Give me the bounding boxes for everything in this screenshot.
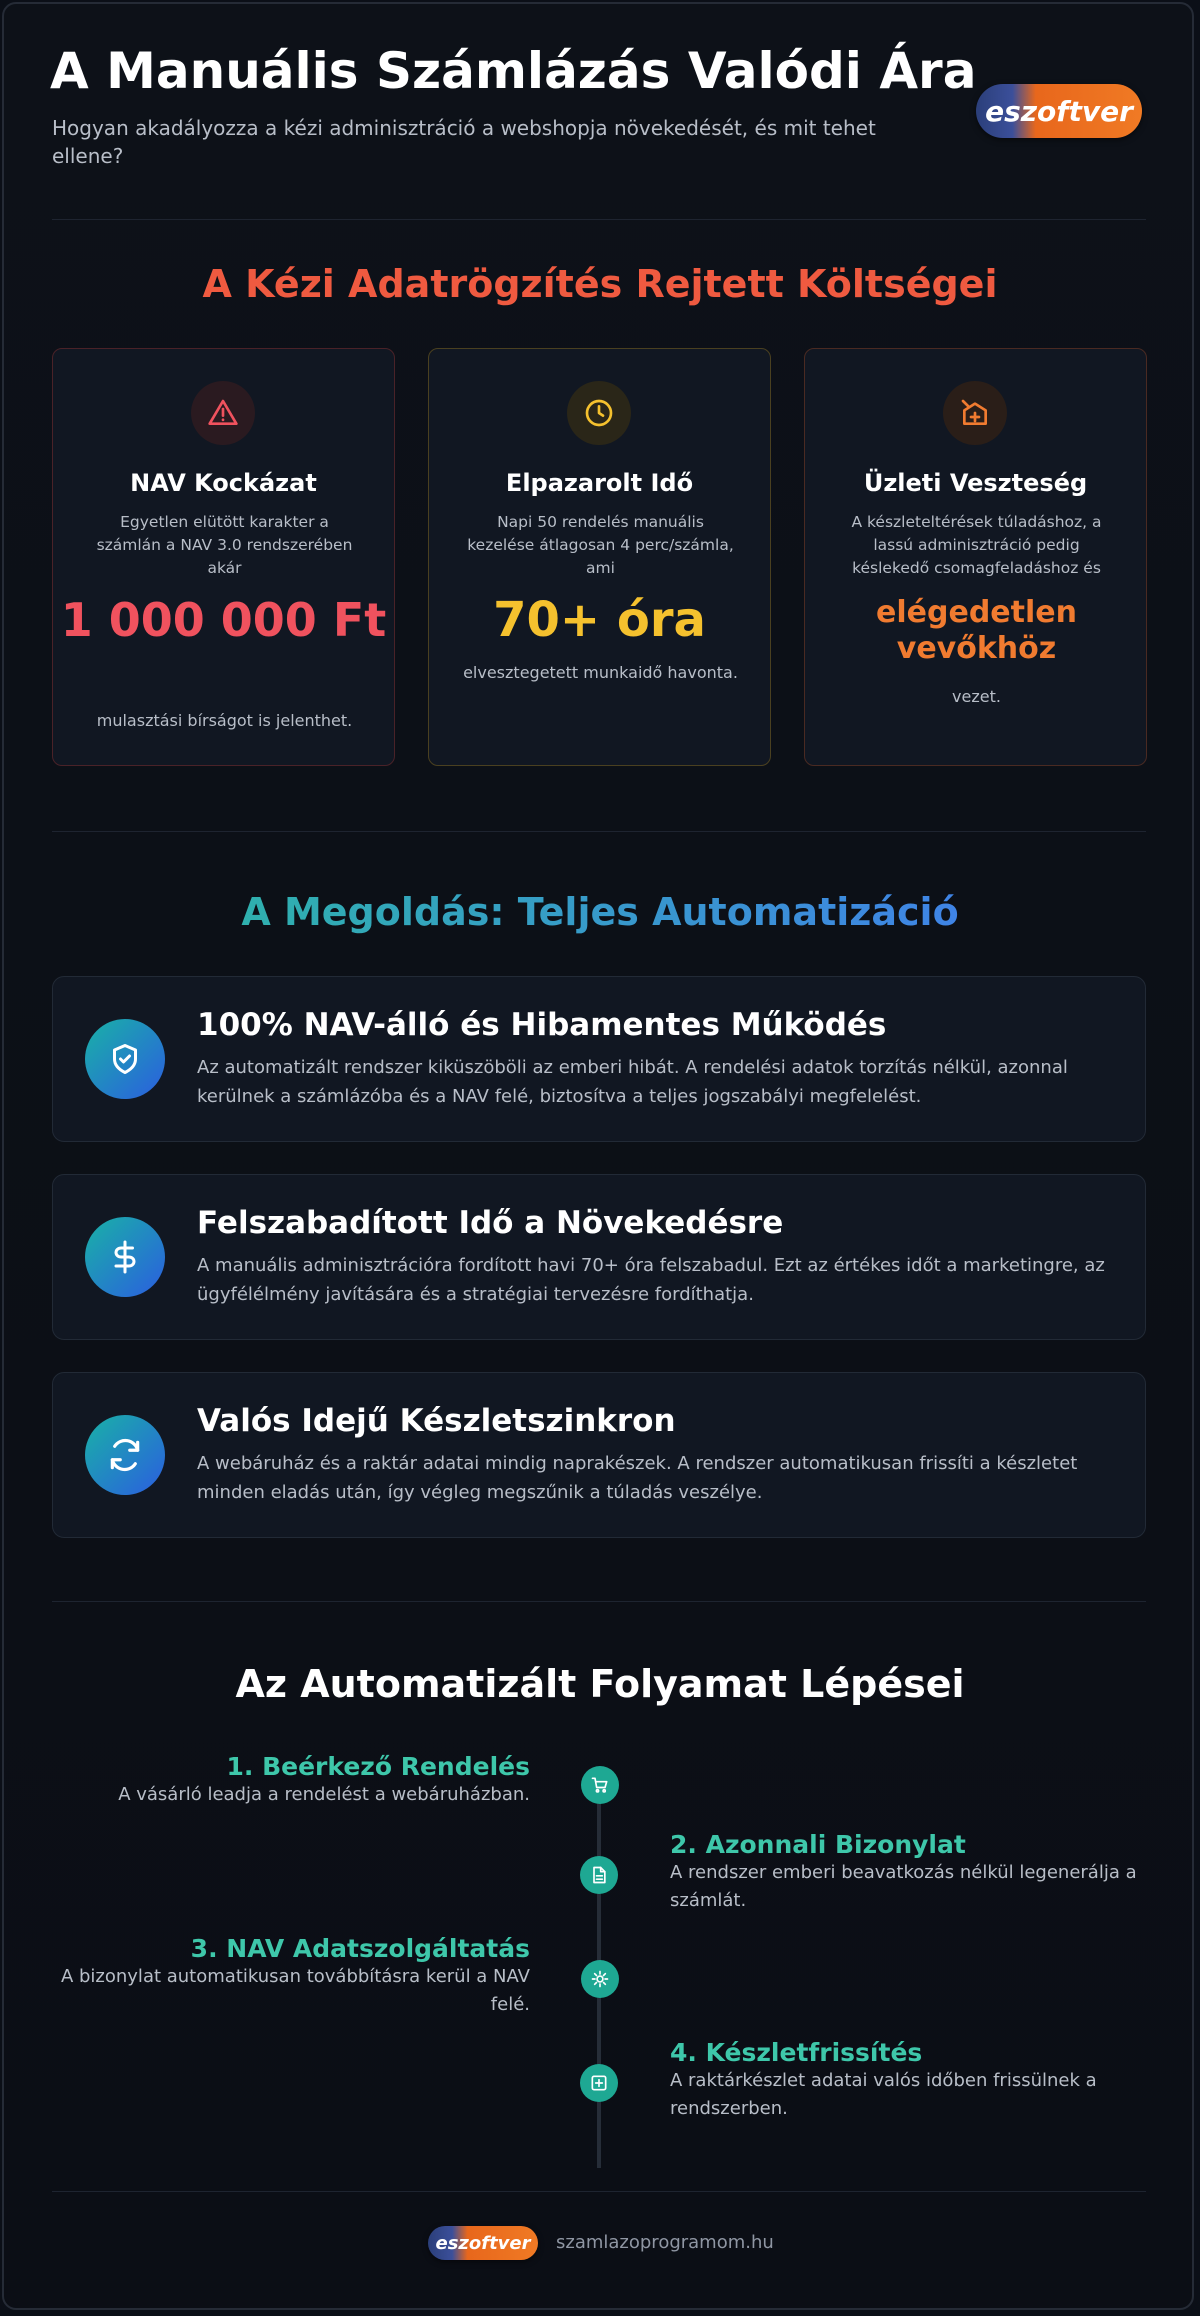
solution-description: Az automatizált rendszer kiküszöböli az emberi hibát. A rendelési adatok torzítás nélkül, azonnal kerülnek a számlázóba és a NAV felé, biztosítva a teljes jogszabályi megfelelést.: [197, 1057, 1068, 1107]
dollar-icon: [85, 1217, 165, 1297]
page-title: A Manuális Számlázás Valódi Ára: [50, 42, 977, 100]
card-description: Napi 50 rendelés manuális kezelése átlagosan 4 perc/számla, ami: [467, 513, 734, 577]
card-footnote: mulasztási bírságot is jelenthet.: [96, 711, 353, 730]
cost-card-business-loss: [804, 348, 1147, 766]
solution-title: Felszabadított Idő a Növekedésre: [197, 1205, 784, 1241]
solution-description: A webáruház és a raktár adatai mindig naprakészek. A rendszer automatikusan frissíti a készletet minden eladás után, így végleg megszűnik a túladás veszélye.: [197, 1453, 1078, 1503]
step-title: 4. Készletfrissítés: [670, 2038, 923, 2067]
divider: [52, 219, 1146, 220]
step-title: 1. Beérkező Rendelés: [226, 1752, 530, 1781]
card-footnote: vezet.: [952, 687, 1001, 706]
plus-box-icon: [580, 2064, 618, 2102]
cart-icon: [581, 1766, 619, 1804]
footer-logo[interactable]: [428, 2226, 538, 2260]
brand-logo[interactable]: [976, 84, 1142, 138]
step-description: A bizonylat automatikusan továbbításra kerül a NAV felé.: [60, 1966, 530, 2015]
step-title: 2. Azonnali Bizonylat: [670, 1830, 966, 1859]
card-footnote: elvesztegetett munkaidő havonta.: [463, 663, 738, 682]
page-subtitle: Hogyan akadályozza a kézi adminisztráció a webshopja növekedését, és mit tehet ellene?: [52, 116, 876, 168]
timeline-step-1: [52, 1752, 530, 1809]
solution-item-nav-compliance: [52, 976, 1146, 1142]
shield-check-icon: [85, 1019, 165, 1099]
process-section-title: Az Automatizált Folyamat Lépései: [235, 1662, 965, 1706]
solution-item-freed-time: [52, 1174, 1146, 1340]
solution-item-stock-sync: [52, 1372, 1146, 1538]
solution-title: Valós Idejű Készletszinkron: [197, 1403, 676, 1439]
solution-title: 100% NAV-álló és Hibamentes Működés: [197, 1007, 887, 1043]
timeline-step-4: [670, 2038, 1148, 2123]
warning-triangle-icon: [191, 381, 255, 445]
document-icon: [580, 1856, 618, 1894]
card-description: Egyetlen elütött karakter a számlán a NAV 3.0 rendszerében akár: [96, 513, 353, 577]
step-description: A raktárkészlet adatai valós időben frissülnek a rendszerben.: [670, 2070, 1097, 2119]
brand-logo-text: eszoftver: [985, 94, 1133, 128]
step-title: 3. NAV Adatszolgáltatás: [190, 1934, 530, 1963]
solution-description: A manuális adminisztrációra fordított havi 70+ óra felszabadul. Ezt az értékes időt a marketingre, az ügyfélélmény javítására és a stratégiai tervezésre fordíthatja.: [197, 1255, 1105, 1305]
solution-section-title: A Megoldás: Teljes Automatizáció: [241, 890, 959, 934]
divider: [52, 1601, 1146, 1602]
card-highlight: elégedetlen vevőkhöz: [876, 595, 1077, 666]
costs-section-title: A Kézi Adatrögzítés Rejtett Költségei: [202, 262, 998, 306]
clock-icon: [567, 381, 631, 445]
step-description: A rendszer emberi beavatkozás nélkül legenerálja a számlát.: [670, 1862, 1137, 1911]
card-title: NAV Kockázat: [130, 469, 317, 497]
card-title: Elpazarolt Idő: [505, 469, 694, 497]
card-highlight: 1 000 000 Ft: [60, 593, 387, 647]
gear-icon: [581, 1960, 619, 1998]
sync-arrows-icon: [85, 1415, 165, 1495]
card-title: Üzleti Veszteség: [863, 469, 1088, 497]
card-description: A készleteltérések túladáshoz, a lassú adminisztráció pedig késlekedő csomagfeladáshoz és: [851, 513, 1102, 577]
footer-url-link[interactable]: szamlazoprogramom.hu: [556, 2232, 774, 2253]
card-highlight: 70+ óra: [493, 592, 706, 648]
divider: [52, 831, 1146, 832]
step-description: A vásárló leadja a rendelést a webáruházban.: [118, 1784, 530, 1805]
cost-card-nav-risk: [52, 348, 395, 766]
footer-logo-text: eszoftver: [435, 2232, 531, 2254]
package-broken-icon: [943, 381, 1007, 445]
timeline-step-2: [670, 1830, 1148, 1915]
cost-card-wasted-time: [428, 348, 771, 766]
divider: [52, 2191, 1146, 2192]
timeline-step-3: [52, 1934, 530, 2019]
